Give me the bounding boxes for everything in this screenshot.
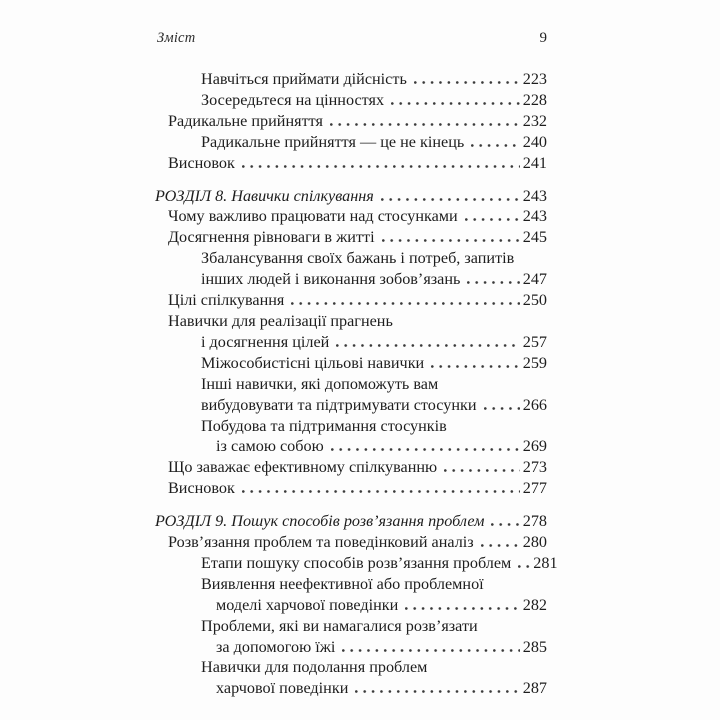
- toc-entry-page: 247: [522, 270, 547, 289]
- toc-entry: [153, 616, 547, 637]
- toc-entry-text: Навички для подолання проблем: [201, 658, 428, 677]
- toc-entry-text: Що заважає ефективному спілкуванню: [168, 458, 438, 477]
- toc-entry-page: 259: [522, 353, 547, 372]
- toc-entry-page: 243: [522, 186, 547, 205]
- toc-leader-dots: [465, 218, 520, 221]
- toc-entry: [153, 637, 547, 658]
- toc-entry: [153, 311, 547, 332]
- toc-leader-dots: [355, 690, 519, 693]
- toc-entry-text: Радикальне прийняття: [168, 111, 323, 130]
- toc-entry-page: 223: [522, 70, 547, 88]
- toc-entry: [153, 478, 547, 499]
- toc-leader-dots: [342, 649, 519, 652]
- toc-entry-page: 282: [522, 595, 547, 614]
- toc-list: [153, 69, 558, 699]
- toc-entry: [153, 374, 547, 395]
- toc-leader-dots: [391, 102, 520, 105]
- toc-entry-page: 245: [522, 228, 547, 247]
- toc-leader-dots: [414, 81, 520, 84]
- toc-leader-dots: [381, 198, 520, 201]
- toc-leader-dots: [471, 144, 519, 147]
- toc-entry-page: 243: [522, 207, 547, 226]
- toc-entry-text: Проблеми, які ви намагалися розв’язати: [201, 616, 478, 635]
- toc-entry-text: Збалансування своїх бажань і потреб, запитів: [201, 249, 515, 268]
- toc-entry-text: Радикальне прийняття — це не кінець: [201, 132, 465, 151]
- toc-entry-text: Етапи пошуку способів розв’язання проблем: [201, 553, 512, 572]
- toc-leader-dots: [242, 490, 520, 493]
- toc-entry-page: 266: [522, 395, 547, 414]
- toc-entry-text: РОЗДІЛ 9. Пошук способів розв’язання проблем: [155, 512, 485, 531]
- toc-entry: [153, 186, 547, 207]
- toc-entry-text: Висновок: [168, 153, 235, 172]
- toc-leader-dots: [467, 281, 519, 284]
- toc-entry: [153, 657, 547, 678]
- toc-leader-dots: [336, 344, 519, 347]
- toc-entry-page: 280: [522, 533, 547, 552]
- toc-entry-text: Розв’язання проблем та поведінковий аналіз: [168, 533, 474, 552]
- toc-leader-dots: [291, 302, 519, 305]
- toc-leader-dots: [491, 523, 519, 526]
- toc-entry-text: Виявлення неефективної або проблемної: [201, 574, 484, 593]
- toc-leader-dots: [405, 607, 519, 610]
- toc-leader-dots: [518, 565, 530, 568]
- toc-entry-text: інших людей і виконання зобов’язань: [201, 270, 461, 289]
- toc-entry-text: Цілі спілкування: [168, 291, 285, 310]
- toc-entry-page: 285: [522, 637, 547, 656]
- toc-entry-page: 281: [533, 553, 558, 572]
- toc-leader-dots: [382, 239, 520, 242]
- toc-entry: [153, 332, 547, 353]
- running-head: [157, 30, 547, 47]
- toc-entry-page: 273: [522, 458, 547, 477]
- toc-entry-page: 241: [522, 153, 547, 172]
- toc-entry: [153, 206, 547, 227]
- toc-entry-text: харчової поведінки: [216, 679, 349, 698]
- toc-entry-page: 277: [522, 479, 547, 498]
- toc-entry-text: Досягнення рівноваги в житті: [168, 228, 375, 247]
- toc-leader-dots: [331, 448, 520, 451]
- toc-entry: [153, 532, 547, 553]
- toc-leader-dots: [330, 123, 520, 126]
- toc-entry-text: Зосередьтеся на цінностях: [201, 90, 385, 109]
- toc-entry: [153, 457, 547, 478]
- running-head-title: Зміст: [157, 30, 196, 46]
- toc-entry-page: 287: [522, 679, 547, 698]
- toc-entry: [153, 416, 547, 437]
- toc-entry-text: із самою собою: [216, 437, 324, 456]
- toc-entry: [153, 248, 547, 269]
- toc-entry: [153, 436, 547, 457]
- toc-entry: [153, 290, 547, 311]
- toc-leader-dots: [242, 165, 520, 168]
- toc-entry-text: Побудова та підтримання стосунків: [201, 416, 447, 435]
- toc-entry: [153, 595, 547, 616]
- toc-entry: [153, 395, 547, 416]
- toc-entry: [153, 111, 547, 132]
- toc-entry: [153, 574, 547, 595]
- toc-entry-text: Навчіться приймати дійсність: [201, 70, 407, 88]
- toc-entry-text: вибудовувати та підтримувати стосунки: [201, 395, 477, 414]
- toc-entry-page: 240: [522, 132, 547, 151]
- toc-entry-text: Інші навички, які допоможуть вам: [201, 374, 439, 393]
- toc-entry-text: РОЗДІЛ 8. Навички спілкування: [155, 186, 374, 205]
- toc-leader-dots: [431, 365, 520, 368]
- toc-entry: [153, 227, 547, 248]
- toc-entry: [153, 511, 547, 532]
- toc-entry-page: 250: [522, 291, 547, 310]
- toc-entry: [153, 353, 547, 374]
- toc-entry-text: Міжособистісні цільові навички: [201, 353, 425, 372]
- toc-entry: [153, 69, 547, 90]
- toc-entry-page: 228: [522, 90, 547, 109]
- toc-entry: [153, 132, 547, 153]
- toc-entry: [153, 678, 547, 699]
- toc-entry-text: Навички для реалізації прагнень: [168, 311, 393, 330]
- page-number: 9: [539, 30, 547, 46]
- toc-entry-page: 269: [522, 437, 547, 456]
- toc-entry: [153, 153, 547, 174]
- toc-leader-dots: [484, 407, 520, 410]
- toc-entry-page: 232: [522, 111, 547, 130]
- toc-entry-text: за допомогою їжі: [216, 637, 336, 656]
- toc-entry-text: Висновок: [168, 479, 235, 498]
- toc-entry: [153, 269, 547, 290]
- toc-entry-text: і досягнення цілей: [201, 332, 330, 351]
- toc-entry: [153, 553, 558, 574]
- toc-leader-dots: [481, 544, 520, 547]
- toc-entry: [153, 90, 547, 111]
- toc-entry-text: моделі харчової поведінки: [216, 595, 399, 614]
- toc-entry-page: 278: [522, 512, 547, 531]
- toc-entry-text: Чому важливо працювати над стосунками: [168, 207, 458, 226]
- toc-entry-page: 257: [522, 332, 547, 351]
- toc-leader-dots: [444, 469, 520, 472]
